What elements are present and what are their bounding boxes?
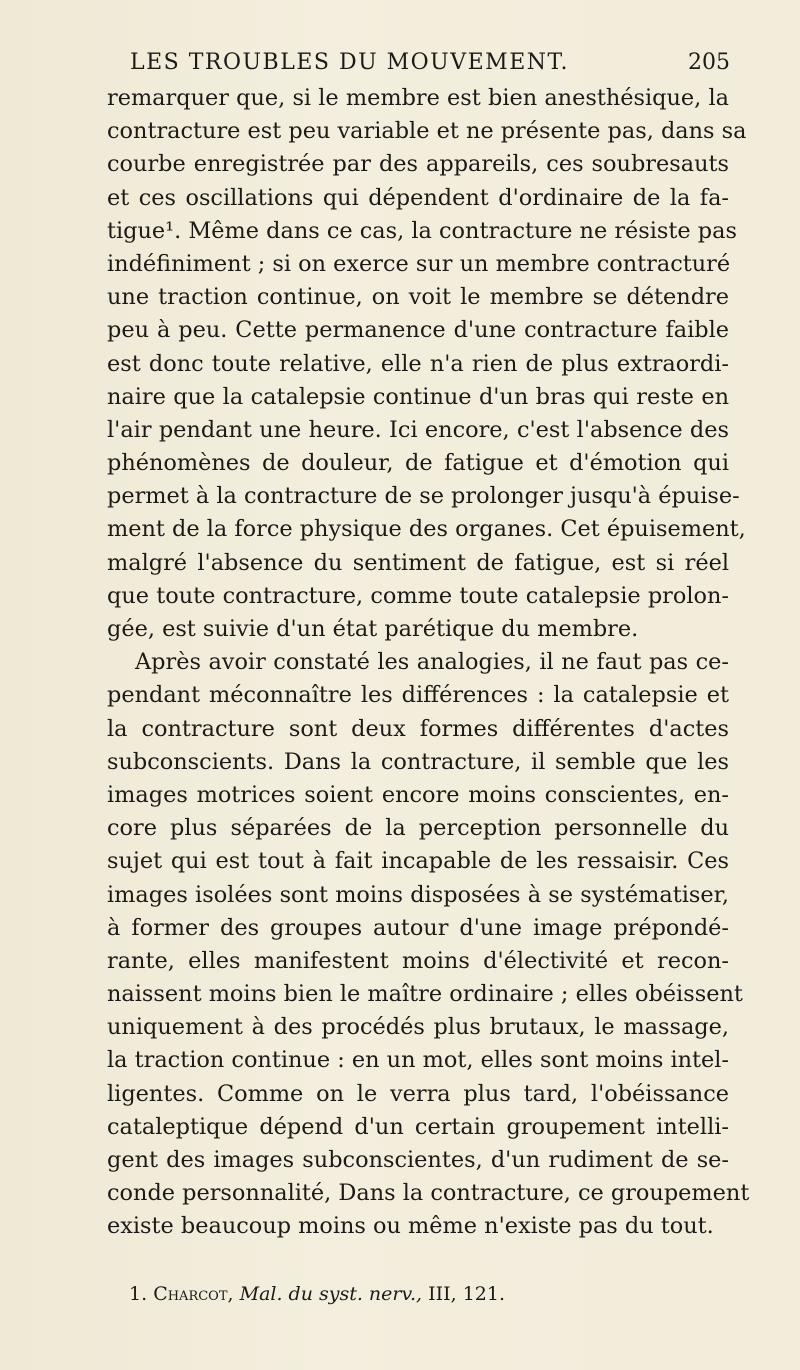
footnote-work: Mal. du syst. nerv., [239,1283,423,1305]
text-line: pendant méconnaître les différences : la catalepsie et [107,682,729,709]
text-line: la contracture sont deux formes différentes d'actes [107,715,729,742]
footnote-author: Charcot, [153,1283,234,1305]
text-line: contracture est peu variable et ne présente pas, dans sa [107,118,747,145]
text-line: subconscients. Dans la contracture, il semble que les [107,748,729,775]
text-line: rante, elles manifestent moins d'électivité et recon- [107,947,729,974]
running-title: LES TROUBLES DU MOUVEMENT. [130,50,569,75]
text-line: images isolées sont moins disposées à se systématiser, [107,881,729,908]
running-header [130,50,730,86]
text-line: courbe enregistrée par des appareils, ces soubresauts [107,151,729,178]
paragraph-1 [107,82,747,646]
text-line: uniquement à des procédés plus brutaux, le massage, [107,1014,729,1041]
text-line: conde personnalité, Dans la contracture, ce groupement [107,1180,750,1207]
footnote-reference: III, 121. [428,1283,506,1305]
text-line: core plus séparées de la perception personnelle du [107,815,729,842]
text-line: existe beaucoup moins ou même n'existe pas du tout. [107,1213,714,1240]
text-line: cataleptique dépend d'un certain groupement intelli- [107,1113,729,1140]
text-line: naire que la catalepsie continue d'un bras qui reste en [107,383,729,410]
text-line: permet à la contracture de se prolonger jusqu'à épuise- [107,483,740,510]
text-line: phénomènes de douleur, de fatigue et d'émotion qui [107,450,729,477]
text-line: images motrices soient encore moins conscientes, en- [107,781,729,808]
text-line: et ces oscillations qui dépendent d'ordinaire de la fa- [107,184,729,211]
text-line: la traction continue : en un mot, elles sont moins intel- [107,1047,729,1074]
text-line: remarquer que, si le membre est bien anesthésique, la [107,85,729,111]
text-line: tigue¹. Même dans ce cas, la contracture ne résiste pas [107,217,737,244]
text-line: gée, est suivie d'un état parétique du membre. [107,616,639,642]
text-line: une traction continue, on voit le membre se détendre [107,284,729,311]
text-line: l'air pendant une heure. Ici encore, c'est l'absence des [107,416,729,443]
text-line: est donc toute relative, elle n'a rien de plus extraordi- [107,350,729,377]
page-number: 205 [688,50,730,75]
text-line: indéfiniment ; si on exerce sur un membre contracturé [107,250,731,277]
text-line: sujet qui est tout à fait incapable de les ressaisir. Ces [107,848,729,875]
text-line: que toute contracture, comme toute catalepsie prolon- [107,582,729,609]
text-line: gent des images subconscientes, d'un rudiment de se- [107,1147,729,1173]
footnote [129,1281,689,1307]
paragraph-2 [107,646,750,1243]
text-line: Après avoir constaté les analogies, il ne faut pas ce- [135,649,729,676]
text-line: malgré l'absence du sentiment de fatigue, est si réel [107,549,729,576]
text-line: à former des groupes autour d'une image prépondé- [107,914,729,941]
text-line: naissent moins bien le maître ordinaire ; elles obéissent [107,981,743,1008]
body-text [107,82,750,1244]
text-line: ligentes. Comme on le verra plus tard, l'obéissance [107,1080,729,1107]
footnote-number: 1. [129,1283,148,1305]
text-line: ment de la force physique des organes. Cet épuisement, [107,516,746,543]
text-line: peu à peu. Cette permanence d'une contracture faible [107,317,729,344]
